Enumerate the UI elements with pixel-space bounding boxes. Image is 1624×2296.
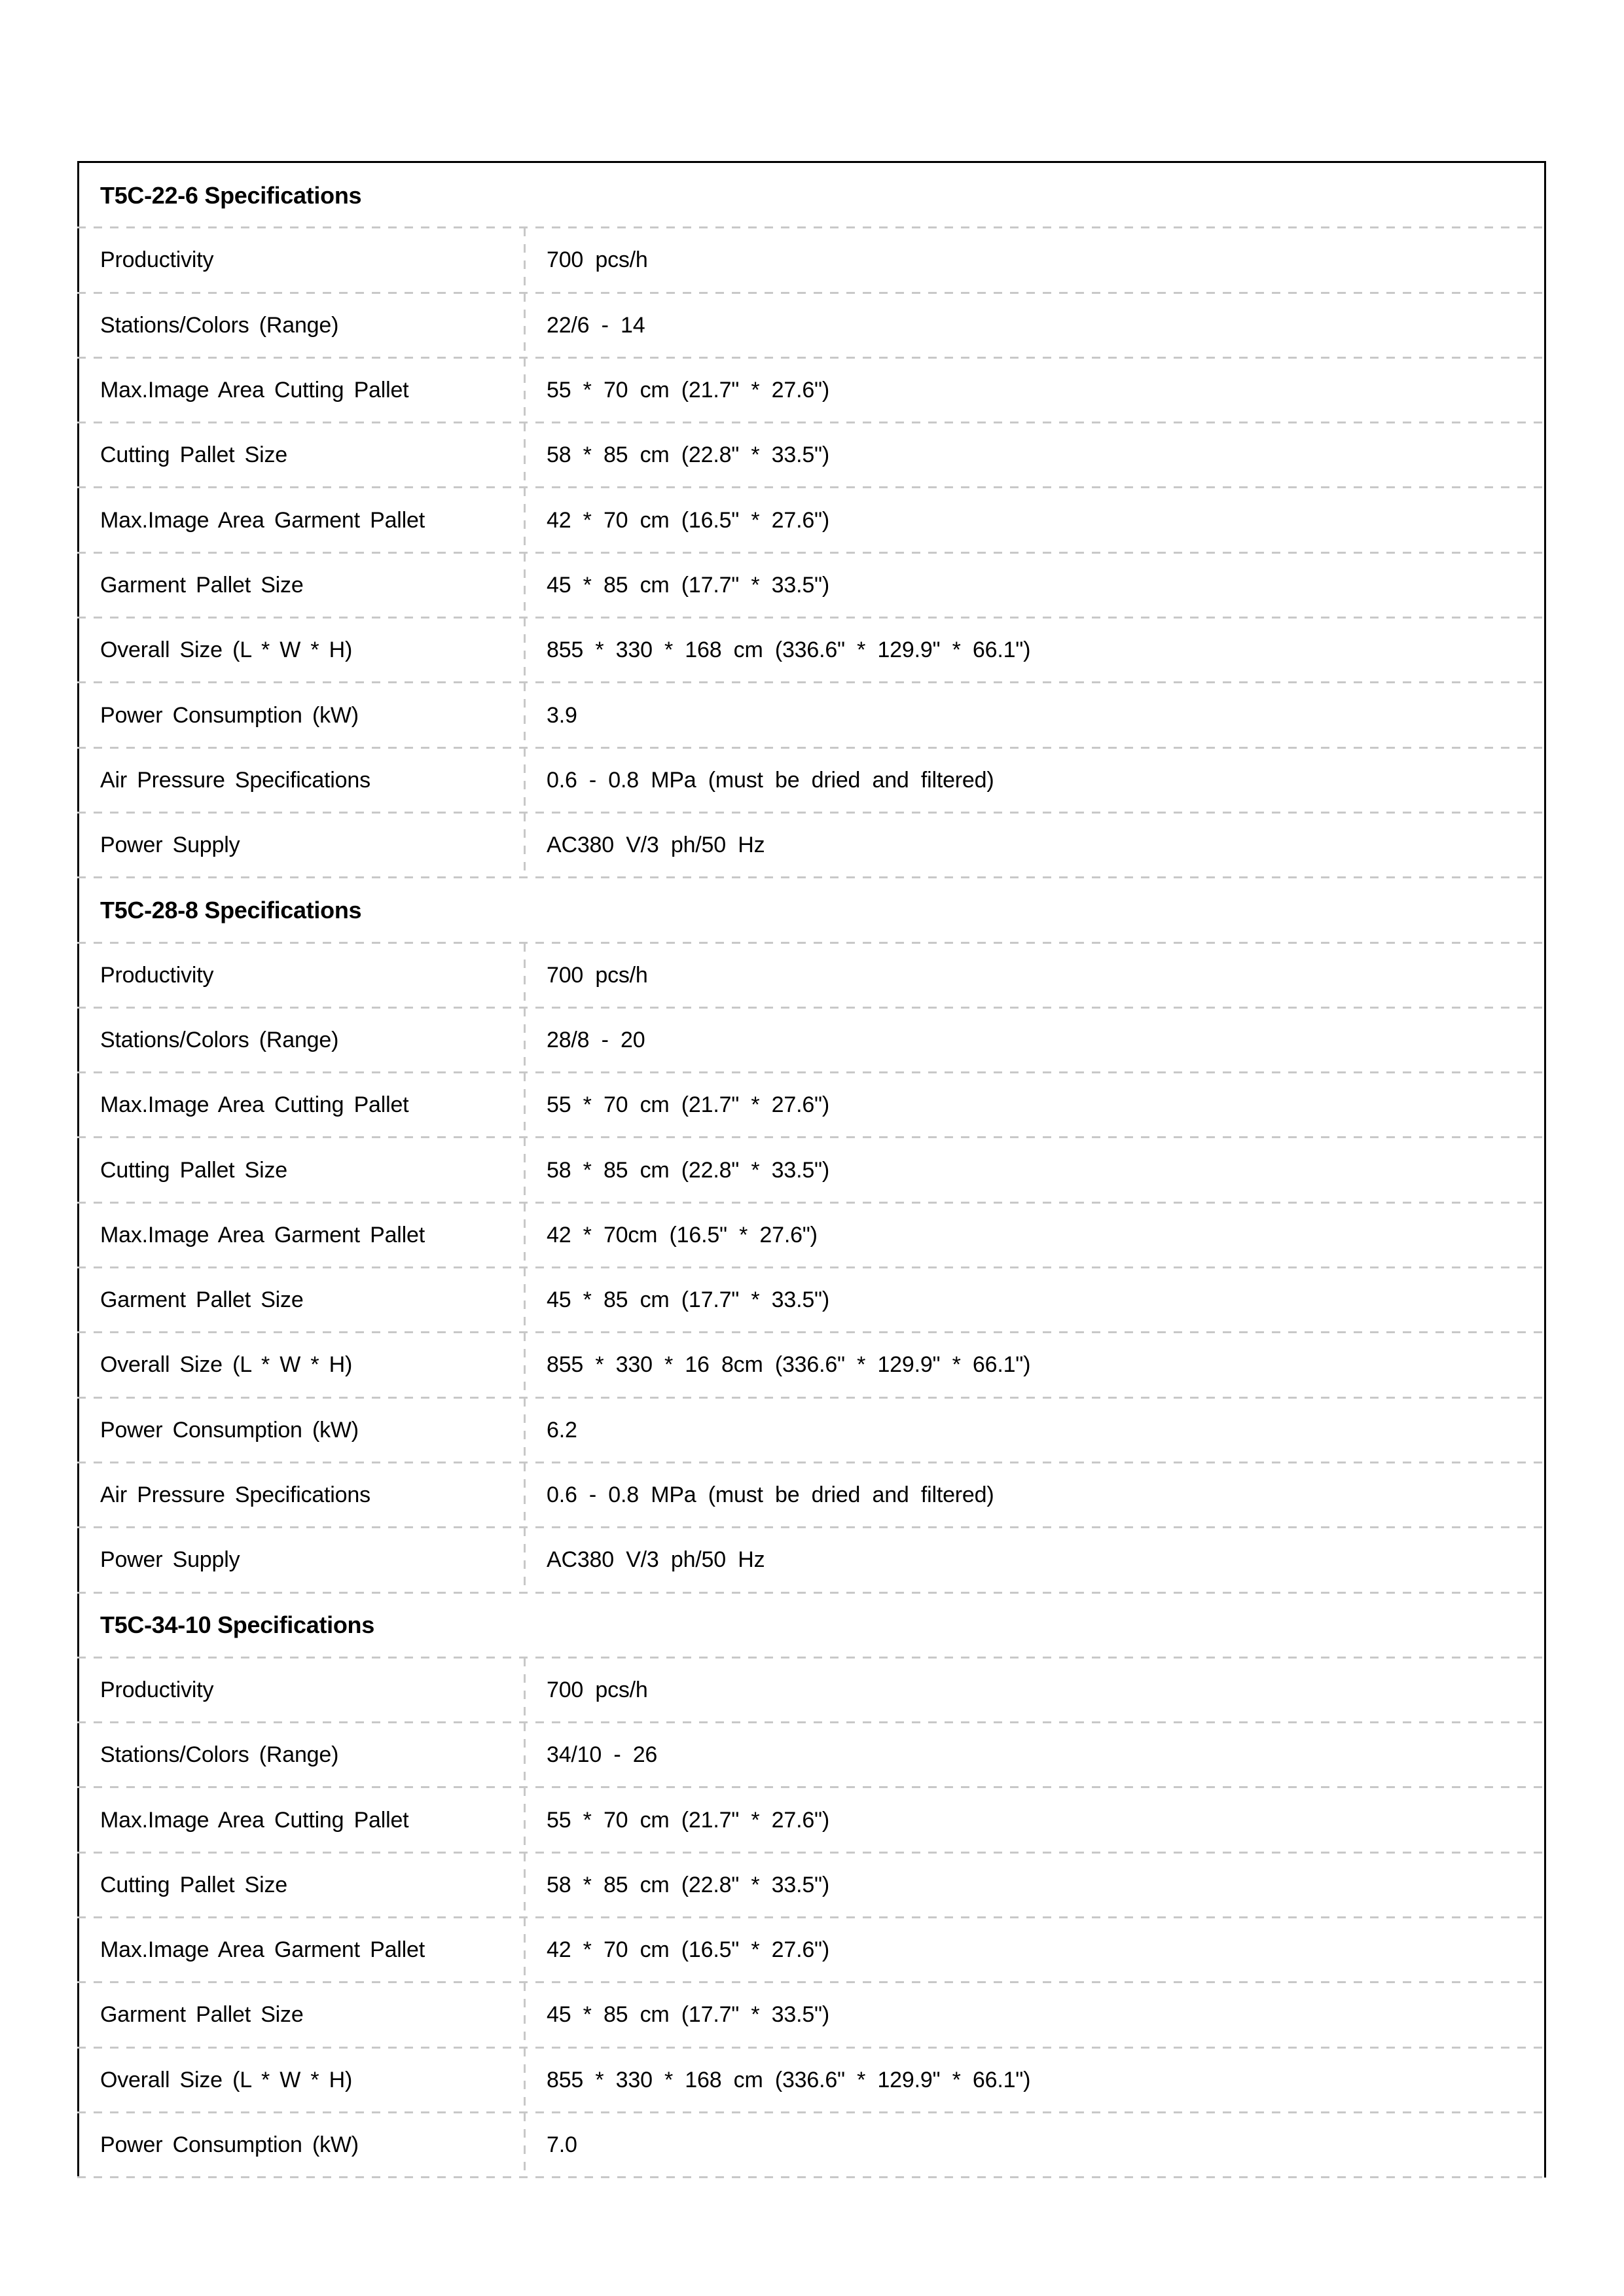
spec-label: Max.Image Area Garment Pallet xyxy=(100,1937,425,1963)
spec-row xyxy=(79,1333,1544,1397)
spec-label: Cutting Pallet Size xyxy=(100,442,288,468)
spec-label: Power Consumption (kW) xyxy=(100,702,359,728)
spec-row xyxy=(79,1658,1544,1723)
spec-value: 6.2 xyxy=(524,1398,1544,1463)
spec-value: 700 pcs/h xyxy=(524,228,1544,293)
spec-value: AC380 V/3 ph/50 Hz xyxy=(524,813,1544,878)
spec-row xyxy=(79,1463,1544,1528)
spec-value: 45 * 85 cm (17.7" * 33.5") xyxy=(524,1982,1544,2047)
spec-row xyxy=(79,943,1544,1008)
spec-row xyxy=(79,748,1544,813)
spec-row xyxy=(79,2113,1544,2178)
spec-label: Stations/Colors (Range) xyxy=(100,1028,339,1052)
spec-value: 42 * 70 cm (16.5" * 27.6") xyxy=(524,1918,1544,1982)
spec-label: Power Supply xyxy=(100,833,240,858)
spec-row xyxy=(79,1203,1544,1268)
spec-row xyxy=(79,1268,1544,1333)
spec-label: Air Pressure Specifications xyxy=(100,1482,370,1508)
spec-row xyxy=(79,1528,1544,1592)
spec-value: 58 * 85 cm (22.8" * 33.5") xyxy=(524,1853,1544,1918)
spec-value: 55 * 70 cm (21.7" * 27.6") xyxy=(524,1787,1544,1852)
spec-value: AC380 V/3 ph/50 Hz xyxy=(524,1528,1544,1592)
spec-label: Stations/Colors (Range) xyxy=(100,1742,339,1768)
spec-label: Air Pressure Specifications xyxy=(100,767,370,793)
spec-label: Productivity xyxy=(100,1677,214,1702)
spec-label: Max.Image Area Cutting Pallet xyxy=(100,1092,409,1118)
spec-label: Productivity xyxy=(100,962,214,988)
spec-value: 34/10 - 26 xyxy=(524,1723,1544,1787)
spec-row xyxy=(79,813,1544,878)
spec-row xyxy=(79,1982,1544,2047)
spec-label: Max.Image Area Garment Pallet xyxy=(100,1222,425,1247)
spec-row xyxy=(79,1008,1544,1073)
spec-value: 45 * 85 cm (17.7" * 33.5") xyxy=(524,1268,1544,1333)
spec-value: 45 * 85 cm (17.7" * 33.5") xyxy=(524,553,1544,618)
section-header xyxy=(79,1593,1544,1658)
spec-row xyxy=(79,553,1544,618)
spec-row xyxy=(79,358,1544,423)
spec-value: 855 * 330 * 16 8cm (336.6" * 129.9" * 66.1") xyxy=(524,1333,1544,1397)
spec-label: Power Consumption (kW) xyxy=(100,2132,359,2158)
spec-row xyxy=(79,1073,1544,1138)
spec-value: 0.6 - 0.8 MPa (must be dried and filtered) xyxy=(524,1463,1544,1528)
spec-label: Max.Image Area Cutting Pallet xyxy=(100,378,409,403)
spec-value: 58 * 85 cm (22.8" * 33.5") xyxy=(524,1138,1544,1202)
spec-row xyxy=(79,1723,1544,1787)
section-title: T5C-34-10 Specifications xyxy=(100,1611,374,1639)
spec-label: Overall Size (L * W * H) xyxy=(100,1352,353,1378)
spec-row xyxy=(79,293,1544,358)
spec-value: 58 * 85 cm (22.8" * 33.5") xyxy=(524,423,1544,488)
spec-label: Cutting Pallet Size xyxy=(100,1872,288,1897)
spec-value: 55 * 70 cm (21.7" * 27.6") xyxy=(524,358,1544,423)
spec-row xyxy=(79,1398,1544,1463)
spec-label: Overall Size (L * W * H) xyxy=(100,2067,353,2092)
spec-value: 700 pcs/h xyxy=(524,1658,1544,1723)
spec-row xyxy=(79,683,1544,747)
spec-label: Max.Image Area Garment Pallet xyxy=(100,507,425,533)
spec-row xyxy=(79,1138,1544,1202)
spec-value: 55 * 70 cm (21.7" * 27.6") xyxy=(524,1073,1544,1138)
spec-value: 855 * 330 * 168 cm (336.6" * 129.9" * 66.1") xyxy=(524,2048,1544,2113)
spec-table xyxy=(77,161,1546,2178)
section-title: T5C-28-8 Specifications xyxy=(100,896,362,924)
spec-row xyxy=(79,488,1544,552)
spec-value: 855 * 330 * 168 cm (336.6" * 129.9" * 66.1") xyxy=(524,618,1544,683)
spec-label: Max.Image Area Cutting Pallet xyxy=(100,1807,409,1833)
spec-label: Stations/Colors (Range) xyxy=(100,312,339,338)
spec-row xyxy=(79,618,1544,683)
spec-row xyxy=(79,2048,1544,2113)
section-title: T5C-22-6 Specifications xyxy=(100,181,362,209)
spec-label: Productivity xyxy=(100,247,214,273)
spec-value: 3.9 xyxy=(524,683,1544,747)
spec-value: 700 pcs/h xyxy=(524,943,1544,1008)
spec-label: Power Consumption (kW) xyxy=(100,1417,359,1443)
spec-label: Power Supply xyxy=(100,1547,240,1573)
spec-value: 42 * 70cm (16.5" * 27.6") xyxy=(524,1203,1544,1268)
spec-row xyxy=(79,1787,1544,1852)
section-header xyxy=(79,878,1544,942)
spec-row xyxy=(79,1918,1544,1982)
spec-row xyxy=(79,423,1544,488)
spec-label: Cutting Pallet Size xyxy=(100,1157,288,1183)
spec-label: Garment Pallet Size xyxy=(100,2002,304,2028)
spec-label: Overall Size (L * W * H) xyxy=(100,637,353,663)
spec-value: 0.6 - 0.8 MPa (must be dried and filtered) xyxy=(524,748,1544,813)
section-header xyxy=(79,163,1544,228)
spec-label: Garment Pallet Size xyxy=(100,572,304,598)
spec-value: 42 * 70 cm (16.5" * 27.6") xyxy=(524,488,1544,552)
spec-value: 22/6 - 14 xyxy=(524,293,1544,358)
spec-label: Garment Pallet Size xyxy=(100,1287,304,1313)
spec-row xyxy=(79,1853,1544,1918)
spec-row xyxy=(79,228,1544,293)
spec-value: 28/8 - 20 xyxy=(524,1008,1544,1073)
spec-value: 7.0 xyxy=(524,2113,1544,2178)
